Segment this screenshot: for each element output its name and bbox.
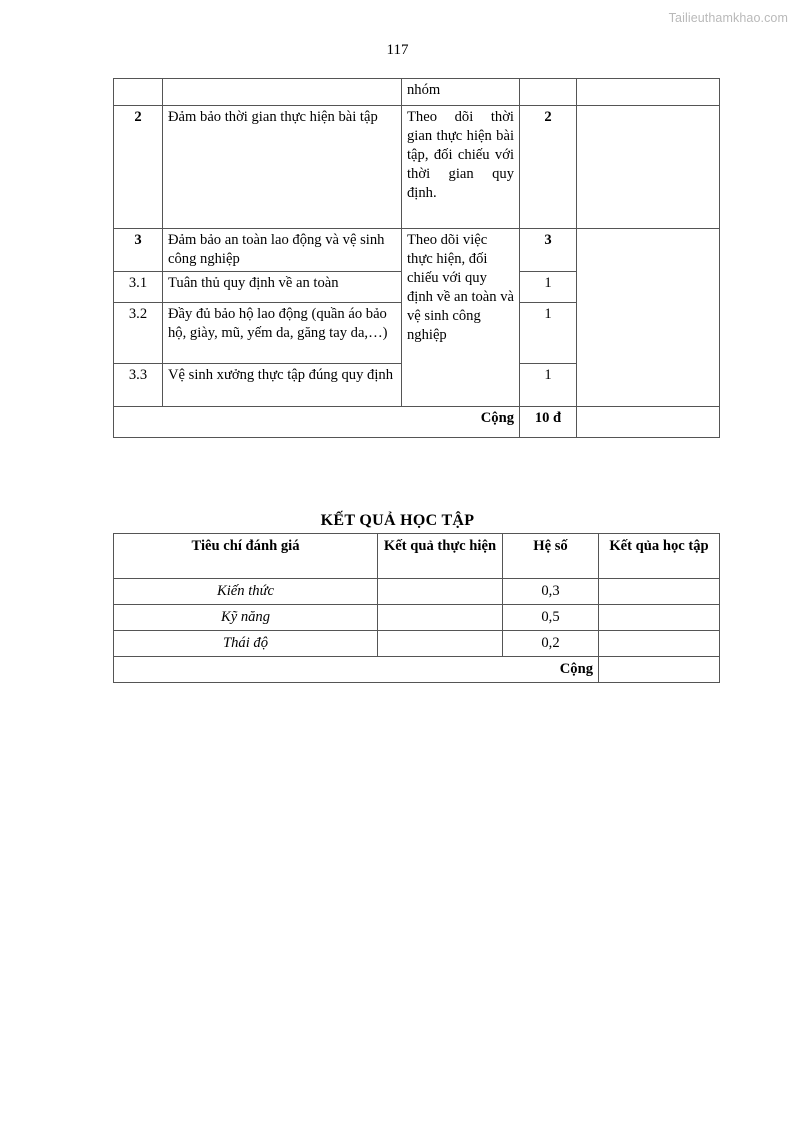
cell-score: 2 (520, 106, 577, 229)
cell-result (599, 630, 720, 656)
cell-coefficient: 0,5 (503, 604, 599, 630)
total-result (577, 407, 720, 438)
cell-no: 3.2 (114, 303, 163, 364)
cell-performance (378, 630, 503, 656)
table-header-row (114, 534, 720, 579)
cell-method: nhóm (402, 79, 520, 106)
cell-result (577, 106, 720, 229)
total-label: Cộng (114, 407, 520, 438)
learning-result-table (113, 533, 720, 683)
cell-criteria: Thái độ (114, 630, 378, 656)
cell-performance (378, 604, 503, 630)
cell-method: Theo dõi thời gian thực hiện bài tập, đối chiếu với thời gian quy định. (402, 106, 520, 229)
cell-no: 3 (114, 229, 163, 272)
table-row (114, 604, 720, 630)
cell-result (599, 604, 720, 630)
header-coefficient: Hệ số (503, 534, 599, 579)
cell-no: 2 (114, 106, 163, 229)
cell-score: 1 (520, 303, 577, 364)
result-table-title: KẾT QUẢ HỌC TẬP (320, 512, 475, 529)
site-watermark: Tailieuthamkhao.com (668, 11, 788, 25)
cell-criteria: Đảm bảo thời gian thực hiện bài tập (163, 106, 402, 229)
table-total-row (114, 656, 720, 682)
cell-performance (378, 579, 503, 605)
total-score: 10 đ (520, 407, 577, 438)
table-row (114, 79, 720, 106)
cell-criteria: Tuân thủ quy định về an toàn (163, 272, 402, 303)
table-total-row (114, 407, 720, 438)
cell-result (577, 79, 720, 106)
cell-method: Theo dõi việc thực hiện, đối chiếu với quy định về an toàn và vệ sinh công nghiệp (402, 229, 520, 407)
cell-criteria (163, 79, 402, 106)
header-result: Kết qủa học tập (599, 534, 720, 579)
total-label: Cộng (114, 656, 599, 682)
table-row (114, 229, 720, 272)
cell-no (114, 79, 163, 106)
cell-score: 1 (520, 364, 577, 407)
cell-coefficient: 0,3 (503, 579, 599, 605)
cell-no: 3.3 (114, 364, 163, 407)
table-row (114, 630, 720, 656)
cell-criteria: Đầy đủ bảo hộ lao động (quần áo bảo hộ, giày, mũ, yếm da, găng tay da,…) (163, 303, 402, 364)
evaluation-criteria-table (113, 78, 720, 438)
cell-coefficient: 0,2 (503, 630, 599, 656)
cell-score: 3 (520, 229, 577, 272)
cell-result (577, 229, 720, 407)
table-row (114, 106, 720, 229)
cell-score (520, 79, 577, 106)
header-criteria: Tiêu chí đánh giá (114, 534, 378, 579)
cell-no: 3.1 (114, 272, 163, 303)
header-performance: Kết quả thực hiện (378, 534, 503, 579)
cell-result (599, 579, 720, 605)
cell-criteria: Kiến thức (114, 579, 378, 605)
cell-criteria: Vệ sinh xưởng thực tập đúng quy định (163, 364, 402, 407)
total-result (599, 656, 720, 682)
cell-criteria: Kỹ năng (114, 604, 378, 630)
table-row (114, 579, 720, 605)
page-number: 117 (386, 42, 409, 58)
cell-score: 1 (520, 272, 577, 303)
cell-criteria: Đảm bảo an toàn lao động và vệ sinh công nghiệp (163, 229, 402, 272)
